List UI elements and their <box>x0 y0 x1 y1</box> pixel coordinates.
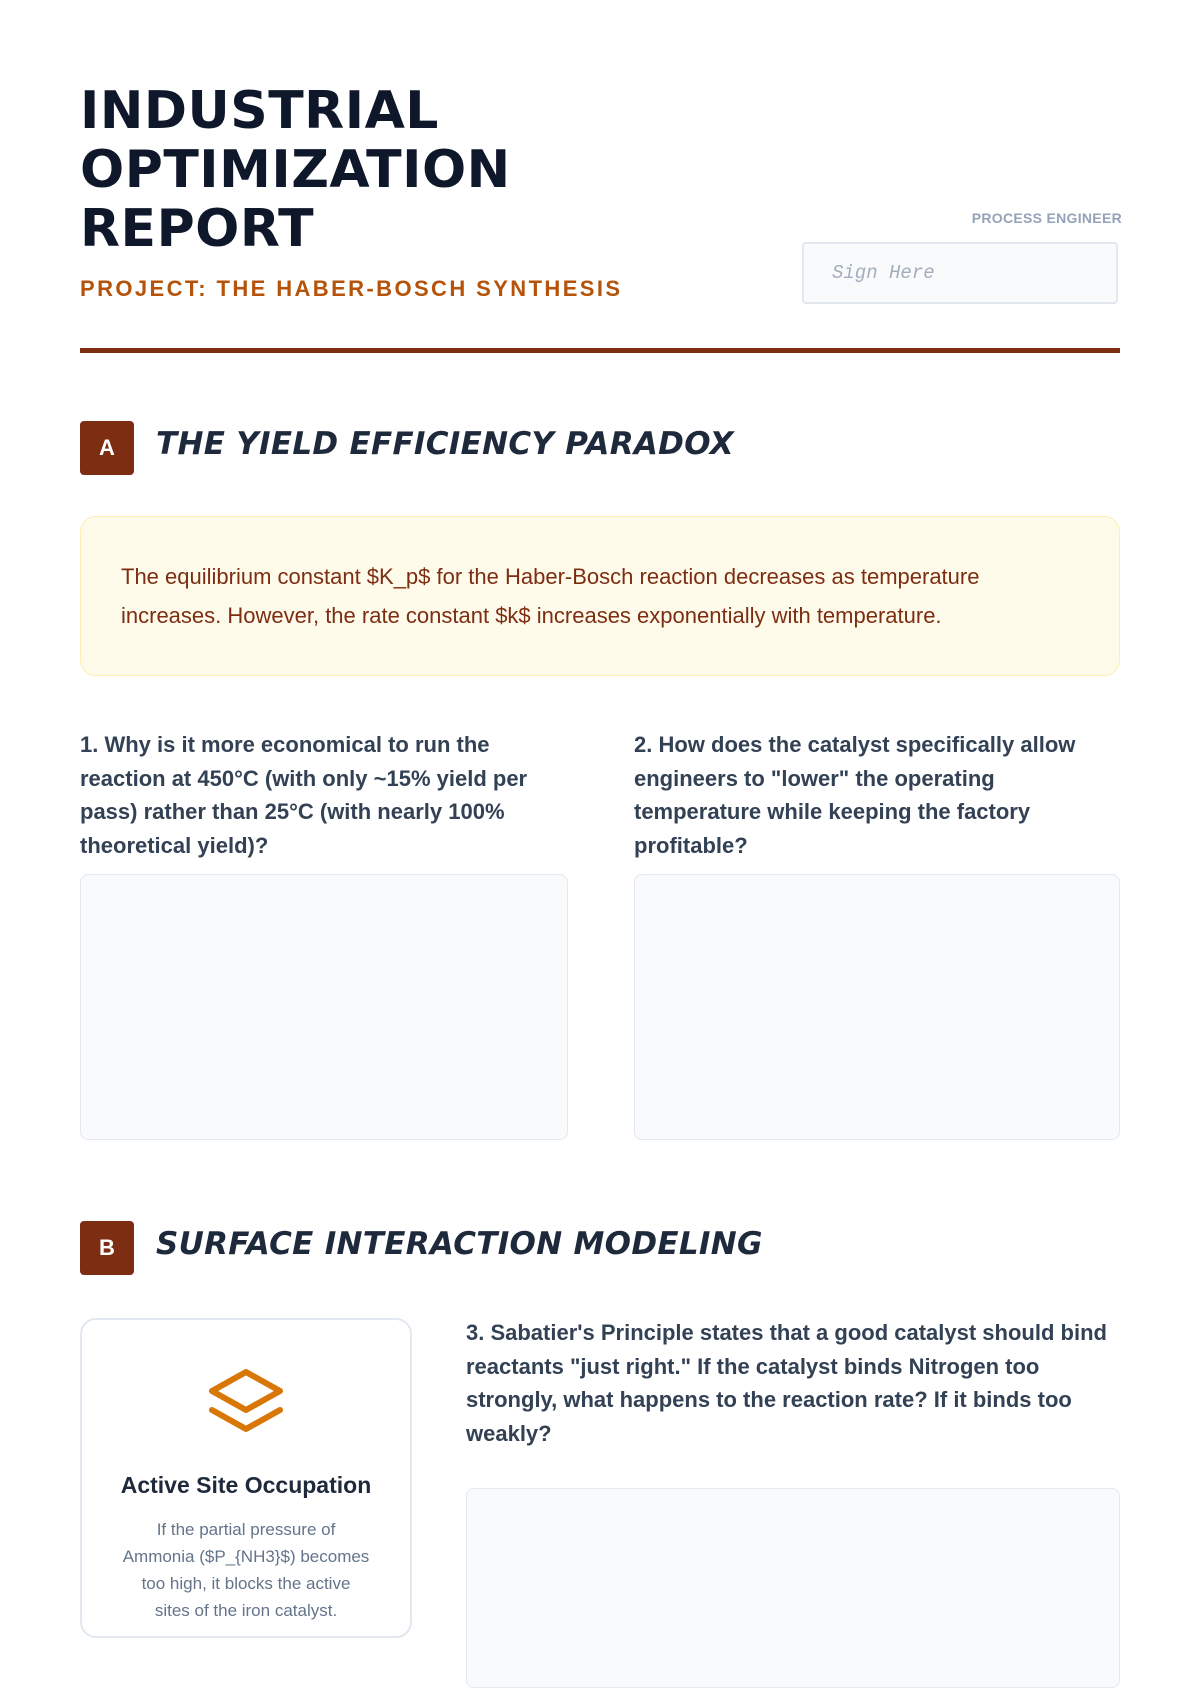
question-2-answer[interactable] <box>634 874 1120 1140</box>
signature-label: PROCESS ENGINEER <box>971 210 1122 226</box>
question-3-prompt: 3. Sabatier's Principle states that a good catalyst should bind reactants "just right." If the catalyst binds Nitrogen too strongly, what happens to the reaction rate? If it binds too weakly? <box>466 1320 1107 1446</box>
callout-text: The equilibrium constant $K_p$ for the Haber-Bosch reaction decreases as temperature increases. However, the rate constant $k$ increases exponentially with temperature. <box>121 564 980 628</box>
section-a-title: THE YIELD EFFICIENCY PARADOX <box>156 426 734 462</box>
card-title: Active Site Occupation <box>120 1472 372 1498</box>
header-divider <box>80 348 1120 353</box>
report-title <box>80 82 511 259</box>
title-line: INDUSTRIAL <box>80 81 439 141</box>
info-card <box>80 1318 412 1638</box>
section-b-title: SURFACE INTERACTION MODELING <box>156 1226 763 1262</box>
card-description: If the partial pressure of Ammonia ($P_{NH3}$) becomes too high, it blocks the active sites of the iron catalyst. <box>122 1520 370 1620</box>
project-subtitle: PROJECT: THE HABER-BOSCH SYNTHESIS <box>80 276 623 301</box>
section-a-badge: A <box>80 421 134 475</box>
callout-box <box>80 516 1120 676</box>
layers-icon <box>206 1364 286 1444</box>
title-line: REPORT <box>80 199 315 259</box>
question-2-prompt: 2. How does the catalyst specifically allow engineers to "lower" the operating temperature while keeping the factory profitable? <box>634 732 1076 858</box>
title-line: OPTIMIZATION <box>80 140 511 200</box>
question-3-answer[interactable] <box>466 1488 1120 1688</box>
section-b-badge: B <box>80 1221 134 1275</box>
question-1-prompt: 1. Why is it more economical to run the reaction at 450°C (with only ~15% yield per pass) rather than 25°C (with nearly 100% theoretical yield)? <box>80 732 528 858</box>
question-1-answer[interactable] <box>80 874 568 1140</box>
signature-input[interactable] <box>802 242 1118 304</box>
